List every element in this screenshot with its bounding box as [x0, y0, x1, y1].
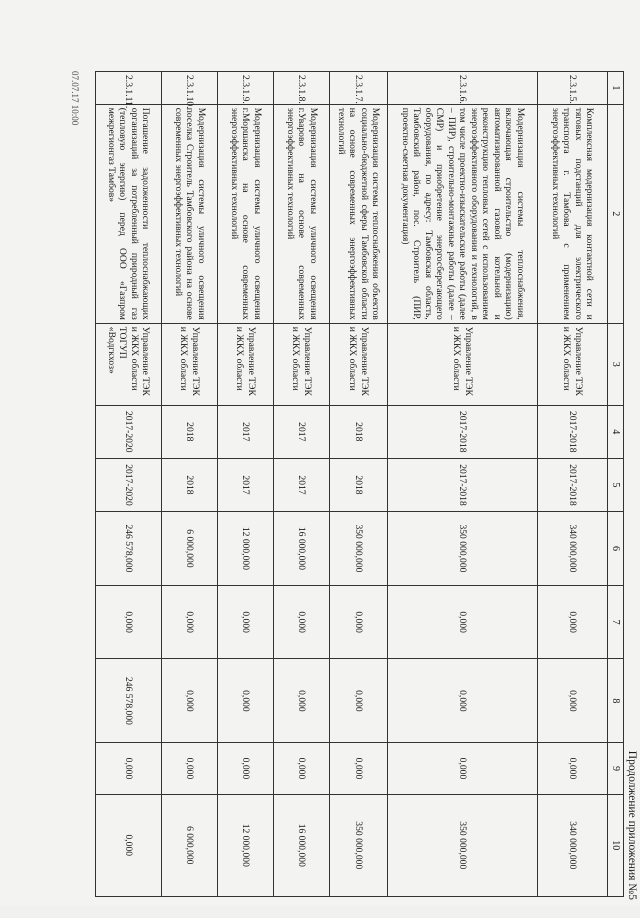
- col-header: 7: [608, 585, 624, 659]
- total-amount: 350 000,000: [330, 512, 388, 586]
- period: 2017-2018: [388, 458, 538, 511]
- col-header: 10: [608, 794, 624, 896]
- amount: 0,000: [162, 659, 218, 743]
- amount: 0,000: [330, 585, 388, 659]
- amount: 0,000: [218, 659, 274, 743]
- table-row: [218, 72, 274, 897]
- amount: 12 000,000: [218, 794, 274, 896]
- amount: 340 000,000: [538, 794, 608, 896]
- col-header: 8: [608, 659, 624, 743]
- executor: Управление ТЭК и ЖКХ области: [538, 323, 608, 405]
- item-name: Модернизация системы теплоснабжения, включающая строительство (модернизацию) автоматизированной газовой котельной и реконструкцию тепловых сетей с использованием энергоэффективного оборудования и технологий, в том числе проектно-изыскательские работы (далее – ПИР), строительно-монтажные работы (далее – СМР) и приобретение энергосберегающего оборудования, по адресу: Тамбовская область, Тамбовский район, пос. Строитель (ПИР, проектно-сметная документация): [388, 104, 538, 323]
- table-row: [388, 72, 538, 897]
- period: 2017: [218, 405, 274, 458]
- period: 2017: [274, 458, 330, 511]
- amount: 0,000: [96, 794, 162, 896]
- continuation-label: Продолжение приложения №5: [626, 750, 638, 900]
- col-header: 1: [608, 72, 624, 105]
- period: 2018: [162, 458, 218, 511]
- rotated-sheet: [65, 63, 640, 918]
- table-row: [538, 72, 608, 897]
- table-row: [274, 72, 330, 897]
- total-amount: 340 000,000: [538, 512, 608, 586]
- period: 2018: [330, 458, 388, 511]
- amount: 0,000: [274, 585, 330, 659]
- amount: 0,000: [162, 585, 218, 659]
- amount: 0,000: [538, 659, 608, 743]
- item-number: 2.3.1.5.: [538, 72, 608, 105]
- amount: 6 000,000: [162, 794, 218, 896]
- amount: 0,000: [96, 585, 162, 659]
- amount: 0,000: [274, 659, 330, 743]
- item-number: 2.3.1.6.: [388, 72, 538, 105]
- item-number: 2.3.1.11.: [96, 72, 162, 105]
- item-number: 2.3.1.10.: [162, 72, 218, 105]
- executor: Управление ТЭК и ЖКХ области: [388, 323, 538, 405]
- period: 2017-2018: [538, 458, 608, 511]
- table-row: [162, 72, 218, 897]
- item-name: Модернизация системы уличного освещения поселка Строитель Тамбовского района на основе современных энергоэффективных технологий: [162, 104, 218, 323]
- amount: 350 000,000: [388, 794, 538, 896]
- executor: Управление ТЭК и ЖКХ области: [330, 323, 388, 405]
- period: 2017-2018: [538, 405, 608, 458]
- amount: 0,000: [330, 659, 388, 743]
- period: 2018: [162, 405, 218, 458]
- period: 2017: [218, 458, 274, 511]
- amount: 0,000: [218, 585, 274, 659]
- item-number: 2.3.1.9.: [218, 72, 274, 105]
- total-amount: 16 000,000: [274, 512, 330, 586]
- amount: 16 000,000: [274, 794, 330, 896]
- amount: 0,000: [218, 743, 274, 794]
- item-name: Погашение задолженности теплоснабжающих организаций за потребленный природный газ (тепловую энергию) перед ООО «Газпром межрегионгаз Тамбов»: [96, 104, 162, 323]
- amount: 0,000: [388, 743, 538, 794]
- amount: 0,000: [96, 743, 162, 794]
- item-name: Модернизация системы теплоснабжения объектов социально-бюджетной сферы Тамбовской области на основе современных энергоэффективных технологий: [330, 104, 388, 323]
- amount: 0,000: [162, 743, 218, 794]
- col-header: 4: [608, 405, 624, 458]
- total-amount: 6 000,000: [162, 512, 218, 586]
- period: 2017-2020: [96, 405, 162, 458]
- period: 2017: [274, 405, 330, 458]
- total-amount: 246 578,000: [96, 512, 162, 586]
- executor: Управление ТЭК и ЖКХ области: [218, 323, 274, 405]
- total-amount: 350 000,000: [388, 512, 538, 586]
- executor: Управление ТЭК и ЖКХ области ТОГУП «Водгкхоз»: [96, 323, 162, 405]
- table-row: [330, 72, 388, 897]
- column-number-row: [608, 72, 624, 897]
- col-header: 9: [608, 743, 624, 794]
- col-header: 5: [608, 458, 624, 511]
- program-table: [95, 71, 624, 897]
- period: 2017-2018: [388, 405, 538, 458]
- item-name: Комплексная модернизация контактной сети и тяговых подстанций для электрического транспорта г. Тамбова с применением энергоэффективных технологий: [538, 104, 608, 323]
- period: 2017-2020: [96, 458, 162, 511]
- item-name: Модернизация системы уличного освещения г.Моршанска на основе современных энергоэффективных технологий: [218, 104, 274, 323]
- col-header: 3: [608, 323, 624, 405]
- col-header: 2: [608, 104, 624, 323]
- amount: 0,000: [330, 743, 388, 794]
- amount: 350 000,000: [330, 794, 388, 896]
- print-datetime: 07.07.17 10:00: [70, 71, 80, 126]
- amount: 0,000: [538, 585, 608, 659]
- amount: 246 578,000: [96, 659, 162, 743]
- executor: Управление ТЭК и ЖКХ области: [274, 323, 330, 405]
- amount: 0,000: [388, 585, 538, 659]
- executor: Управление ТЭК и ЖКХ области: [162, 323, 218, 405]
- col-header: 6: [608, 512, 624, 586]
- item-number: 2.3.1.7.: [330, 72, 388, 105]
- period: 2018: [330, 405, 388, 458]
- amount: 0,000: [388, 659, 538, 743]
- amount: 0,000: [274, 743, 330, 794]
- item-number: 2.3.1.8.: [274, 72, 330, 105]
- item-name: Модернизация системы уличного освещения г.Уварово на основе современных энергоэффективных технологий: [274, 104, 330, 323]
- total-amount: 12 000,000: [218, 512, 274, 586]
- table-row: [96, 72, 162, 897]
- amount: 0,000: [538, 743, 608, 794]
